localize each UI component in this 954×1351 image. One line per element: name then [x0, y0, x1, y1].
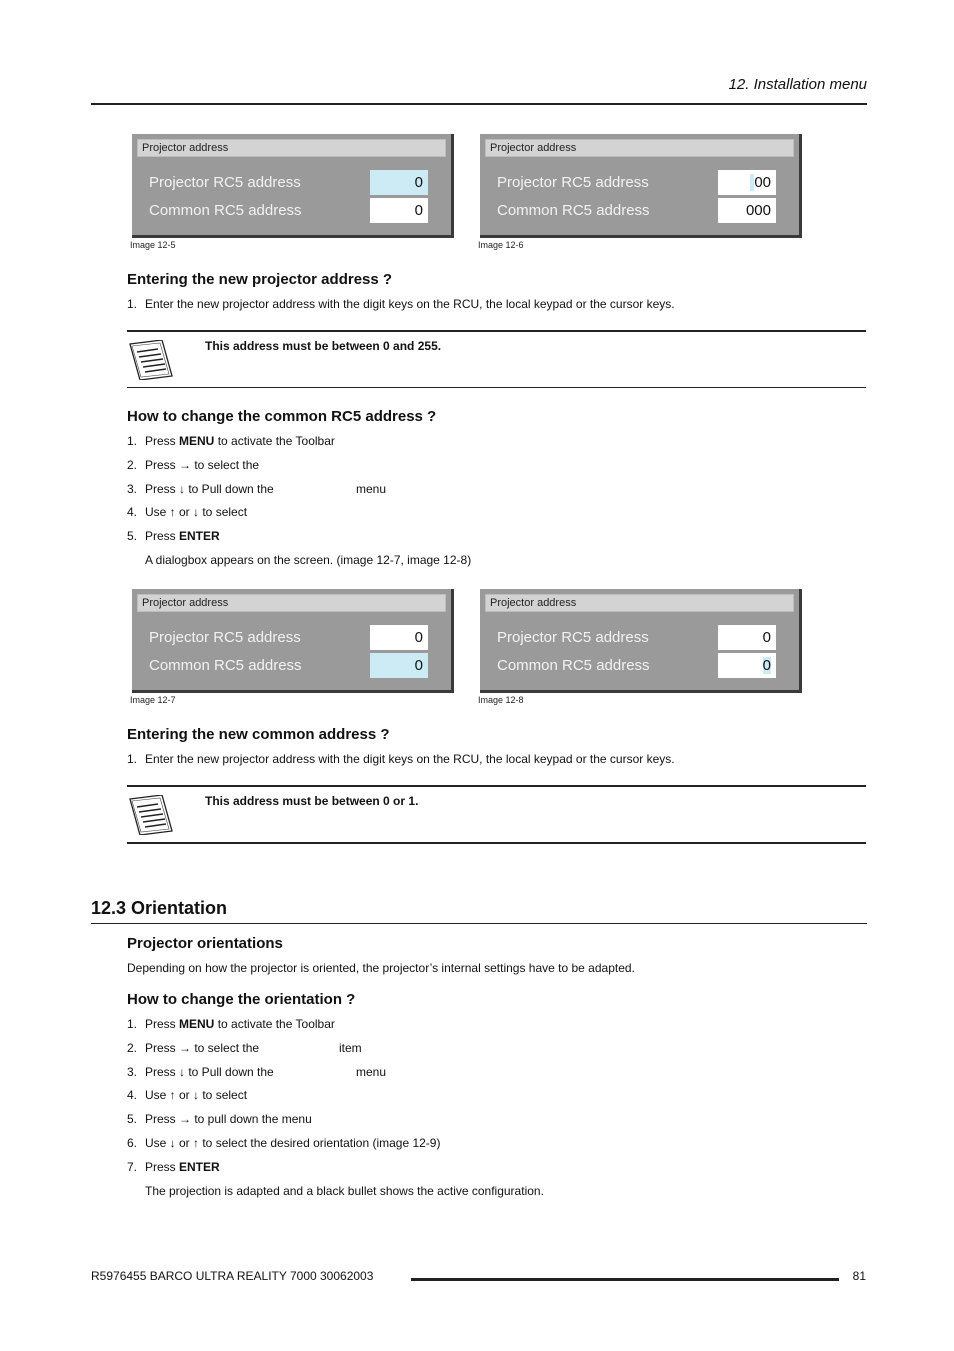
common-rc5-field[interactable]: 0 — [370, 653, 428, 678]
step-text: Use ↑ or ↓ to select — [145, 1088, 248, 1102]
step-text: Press ↓ to Pull down the — [145, 1065, 274, 1079]
subheading-change-orientation: How to change the orientation ? — [127, 991, 356, 1008]
subheading-enter-projector-address: Entering the new projector address ? — [127, 271, 393, 288]
step-text: Press → to pull down the menu — [145, 1112, 312, 1126]
projector-rc5-label: Projector RC5 address — [497, 174, 649, 191]
note-icon — [128, 340, 174, 380]
subheading-projector-orientations: Projector orientations — [127, 935, 283, 952]
page-number: 81 — [852, 1269, 866, 1283]
common-rc5-field[interactable] — [718, 653, 776, 678]
step-number: 3. — [127, 482, 138, 496]
step-number: 3. — [127, 1065, 138, 1079]
common-rc5-label: Common RC5 address — [497, 202, 650, 219]
step-text: Enter the new projector address with the digit keys on the RCU, the local keypad or the cursor keys. — [145, 752, 675, 766]
body-text: Depending on how the projector is oriented, the projector’s internal settings have to be adapted. — [127, 961, 635, 975]
note-rule-top — [127, 785, 866, 787]
step-text: Press ENTER — [145, 529, 220, 543]
step-text: Use ↓ or ↑ to select the desired orientation (image 12-9) — [145, 1136, 441, 1150]
step-number: 4. — [127, 505, 138, 519]
note-text: This address must be between 0 and 255. — [205, 339, 442, 353]
running-head: 12. Installation menu — [728, 76, 867, 93]
step-result: A dialogbox appears on the screen. (image 12-7, image 12-8) — [145, 553, 472, 567]
step-number: 2. — [127, 458, 138, 472]
dialog-title: Projector address — [137, 139, 446, 157]
step-number: 6. — [127, 1136, 138, 1150]
step-text: Press MENU to activate the Toolbar — [145, 434, 335, 448]
projector-rc5-label: Projector RC5 address — [149, 174, 301, 191]
dialog-image-12-7 — [132, 589, 454, 693]
dialog-title: Projector address — [137, 594, 446, 612]
projector-rc5-field[interactable]: 0 — [370, 170, 428, 195]
dialog-image-12-6 — [480, 134, 802, 238]
note-rule-bottom — [127, 387, 866, 388]
step-text: Press → to select the — [145, 458, 260, 472]
common-rc5-field[interactable]: 000 — [718, 198, 776, 223]
image-caption: Image 12-7 — [130, 695, 176, 705]
image-caption: Image 12-5 — [130, 240, 176, 250]
dialog-title: Projector address — [485, 594, 794, 612]
projector-rc5-field[interactable] — [718, 170, 776, 195]
dialog-image-12-8 — [480, 589, 802, 693]
common-rc5-label: Common RC5 address — [497, 657, 650, 674]
projector-rc5-label: Projector RC5 address — [149, 629, 301, 646]
step-text-tail: menu — [356, 482, 387, 496]
step-number: 2. — [127, 1041, 138, 1055]
step-number: 1. — [127, 434, 138, 448]
subheading-enter-common-address: Entering the new common address ? — [127, 726, 390, 743]
projector-rc5-field[interactable]: 0 — [370, 625, 428, 650]
step-result: The projection is adapted and a black bullet shows the active configuration. — [145, 1184, 544, 1198]
step-text: Press MENU to activate the Toolbar — [145, 1017, 335, 1031]
step-text: Press → to select the — [145, 1041, 260, 1055]
step-text: Press ↓ to Pull down the — [145, 482, 274, 496]
dialog-image-12-5 — [132, 134, 454, 238]
step-number: 5. — [127, 1112, 138, 1126]
step-text: Use ↑ or ↓ to select — [145, 505, 248, 519]
step-number: 1. — [127, 1017, 138, 1031]
projector-rc5-value: 00 — [754, 174, 771, 191]
projector-rc5-label: Projector RC5 address — [497, 629, 649, 646]
image-caption: Image 12-6 — [478, 240, 524, 250]
step-number: 1. — [127, 297, 138, 311]
step-number: 5. — [127, 529, 138, 543]
step-text: Enter the new projector address with the digit keys on the RCU, the local keypad or the cursor keys. — [145, 297, 675, 311]
note-rule-bottom — [127, 842, 866, 844]
step-number: 1. — [127, 752, 138, 766]
common-rc5-label: Common RC5 address — [149, 657, 302, 674]
step-text-tail: item — [339, 1041, 362, 1055]
note-text: This address must be between 0 or 1. — [205, 794, 419, 808]
step-text: Press ENTER — [145, 1160, 220, 1174]
note-rule-top — [127, 330, 866, 332]
projector-rc5-field[interactable]: 0 — [718, 625, 776, 650]
section-title: 12.3 Orientation — [91, 898, 228, 918]
step-number: 7. — [127, 1160, 138, 1174]
footer-rule — [411, 1278, 839, 1281]
subheading-change-common-address: How to change the common RC5 address ? — [127, 408, 437, 425]
note-icon — [128, 795, 174, 835]
common-rc5-value: 0 — [762, 657, 771, 674]
common-rc5-field[interactable]: 0 — [370, 198, 428, 223]
header-rule — [91, 103, 867, 105]
step-number: 4. — [127, 1088, 138, 1102]
common-rc5-label: Common RC5 address — [149, 202, 302, 219]
section-rule — [91, 923, 867, 924]
footer-doc-id: R5976455 BARCO ULTRA REALITY 7000 30062003 — [91, 1269, 374, 1283]
image-caption: Image 12-8 — [478, 695, 524, 705]
dialog-title: Projector address — [485, 139, 794, 157]
step-text-tail: menu — [356, 1065, 387, 1079]
